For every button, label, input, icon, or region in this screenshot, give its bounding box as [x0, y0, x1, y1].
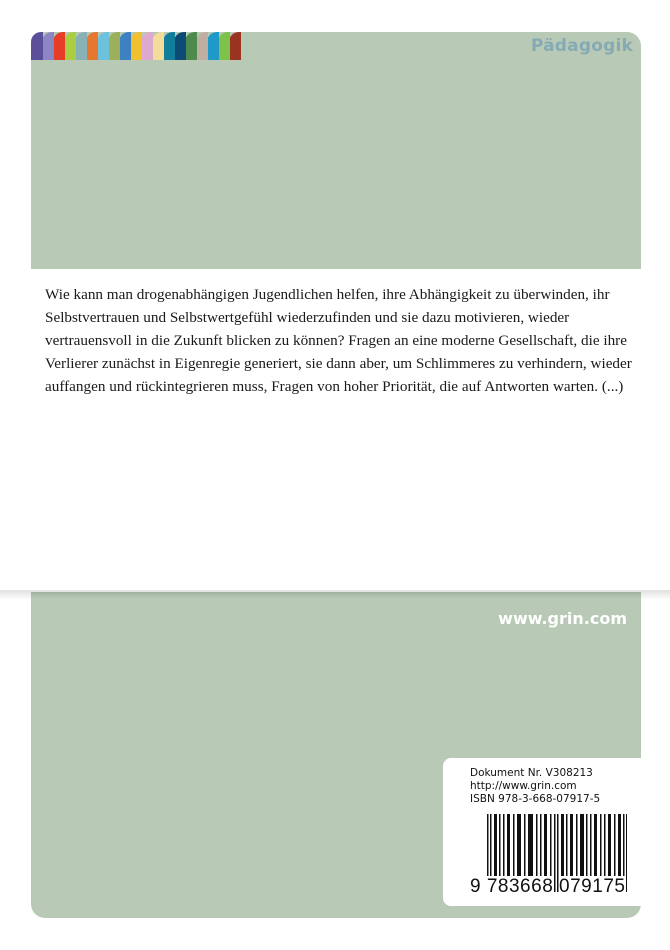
isbn-info: [470, 767, 600, 806]
color-stripes-decoration: [31, 32, 241, 60]
color-stripe: [218, 32, 230, 60]
publisher-url: http://www.grin.com: [470, 780, 577, 792]
color-stripe: [185, 32, 197, 60]
cover-top-panel: [31, 32, 641, 269]
barcode-left-digits: 783668: [486, 876, 554, 897]
website-label: www.grin.com: [498, 609, 627, 628]
color-stripe: [108, 32, 120, 60]
blurb-text: Wie kann man drogenabhängigen Jugendlichen helfen, ihre Abhängigkeit zu überwinden, ihr Selbstvertrauen und Selbstwertgefühl wiederzufinden und sie dazu motivieren, wieder vertrauensvoll in die Zukunft blicken zu können? Fragen an eine moderne Gesellschaft, die ihre Verlierer zunächst in Eigenregie generiert, sie dann aber, um Schlimmeres zu verhindern, wieder auffangen und rückintegrieren muss, Fragen von hoher Priorität, die auf Antworten warten. (...): [45, 286, 632, 395]
color-stripe: [97, 32, 109, 60]
barcode-right-digits: 079175: [559, 876, 626, 897]
isbn-box: [443, 758, 641, 906]
color-stripe: [207, 32, 219, 60]
isbn-number: ISBN 978-3-668-07917-5: [470, 793, 601, 805]
barcode-digits: [470, 876, 630, 898]
document-number: Dokument Nr. V308213: [470, 767, 593, 779]
color-stripe: [86, 32, 98, 60]
color-stripe: [42, 32, 54, 60]
color-stripe: [196, 32, 208, 60]
color-stripe: [174, 32, 186, 60]
category-label: Pädagogik: [530, 36, 633, 56]
color-stripe: [141, 32, 153, 60]
color-stripe: [64, 32, 76, 60]
color-stripe: [130, 32, 142, 60]
book-blurb: [45, 283, 640, 398]
color-stripe: [53, 32, 65, 60]
color-stripe: [31, 32, 43, 60]
barcode-first-digit: 9: [470, 876, 482, 897]
color-stripe: [229, 32, 241, 60]
color-stripe: [119, 32, 131, 60]
color-stripe: [163, 32, 175, 60]
color-stripe: [75, 32, 87, 60]
color-stripe: [152, 32, 164, 60]
